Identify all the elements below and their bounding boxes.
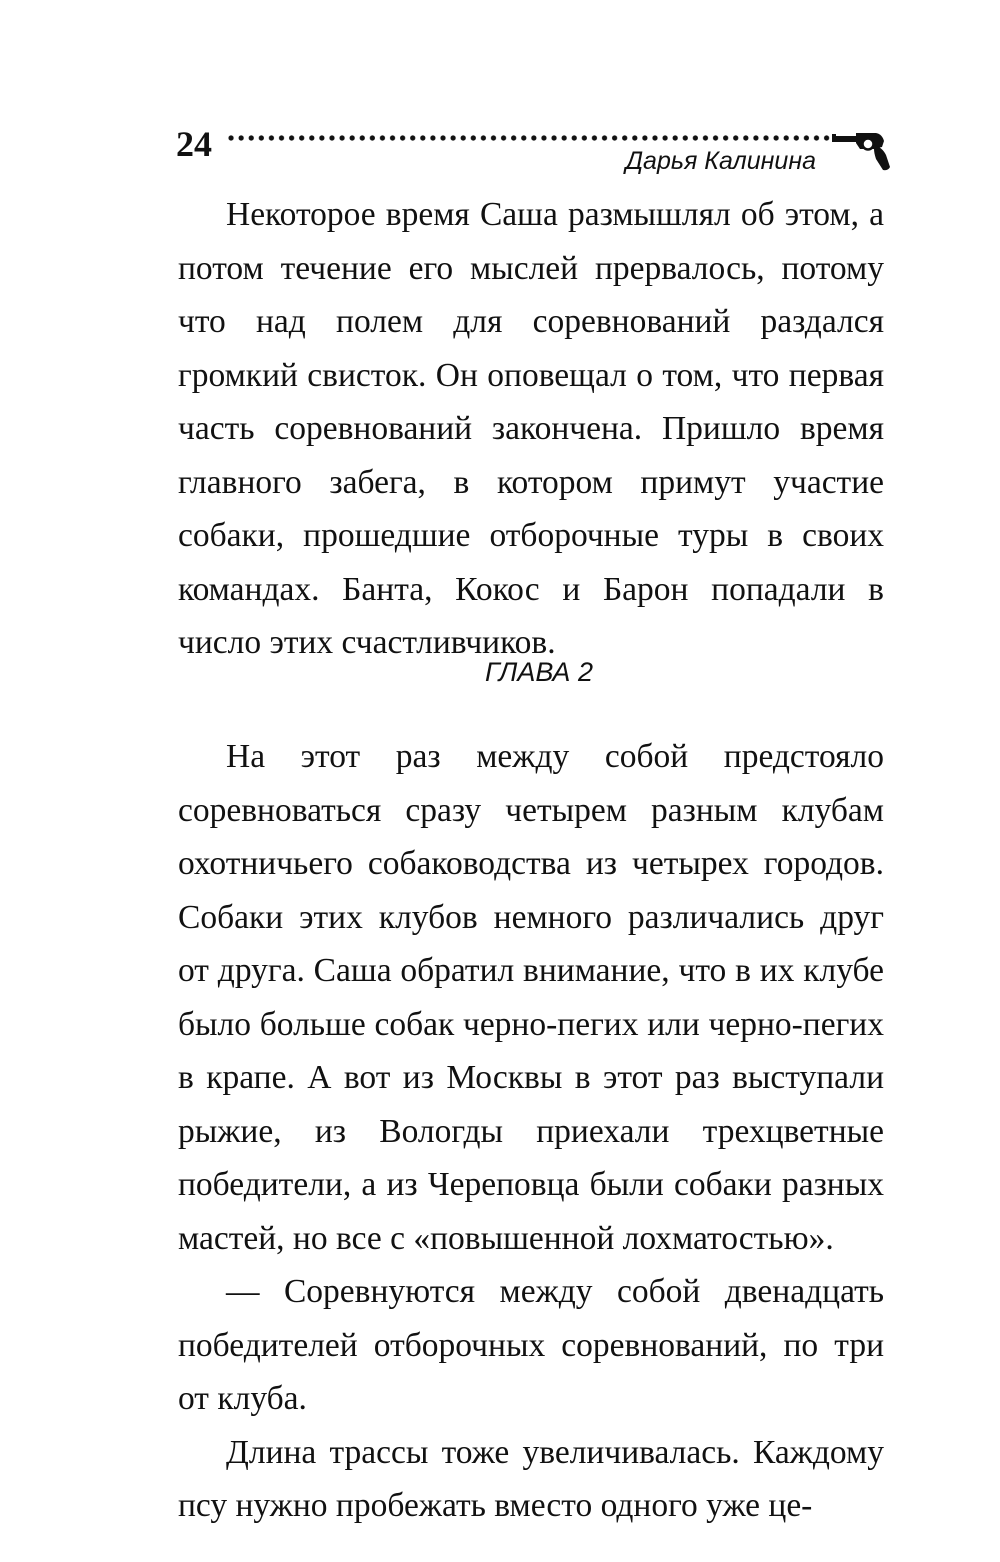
section-1 [178, 188, 884, 670]
paragraph: На этот раз между собой предстояло соревноваться сразу четырем разным клубам охотничьего собаководства из четырех городов. Собаки этих клубов немного различались друг от друга. Саша обратил внимание, что в их клубе было больше собак черно-пегих или черно-пегих в крапе. А вот из Москвы в этот раз выступали рыжие, из Вологды приехали трехцветные победители, а из Череповца были собаки разных мастей, но все с «повышенной лохматостью». [178, 738, 884, 1257]
dotted-rule [226, 134, 834, 142]
chapter-title: ГЛАВА 2 [485, 657, 593, 687]
revolver-icon [830, 125, 892, 173]
paragraph: — Соревнуются между собой двенадцать победителей отборочных соревнований, по три от клуба. [178, 1273, 884, 1417]
paragraph: Некоторое время Саша размышлял об этом, а потом течение его мыслей прервалось, потому что над полем для соревнований раздался громкий свисток. Он оповещал о том, что первая часть соревнований закончена. Пришло время главного забега, в котором примут участие собаки, прошедшие отборочные туры в своих командах. Банта, Кокос и Барон попадали в число этих счастливчиков. [178, 196, 884, 661]
section-2 [178, 730, 884, 1533]
page-number: 24 [176, 124, 212, 164]
paragraph: Длина трассы тоже увеличивалась. Каждому псу нужно пробежать вместо одного уже це- [178, 1433, 884, 1524]
author-name: Дарья Калинина [625, 147, 816, 175]
